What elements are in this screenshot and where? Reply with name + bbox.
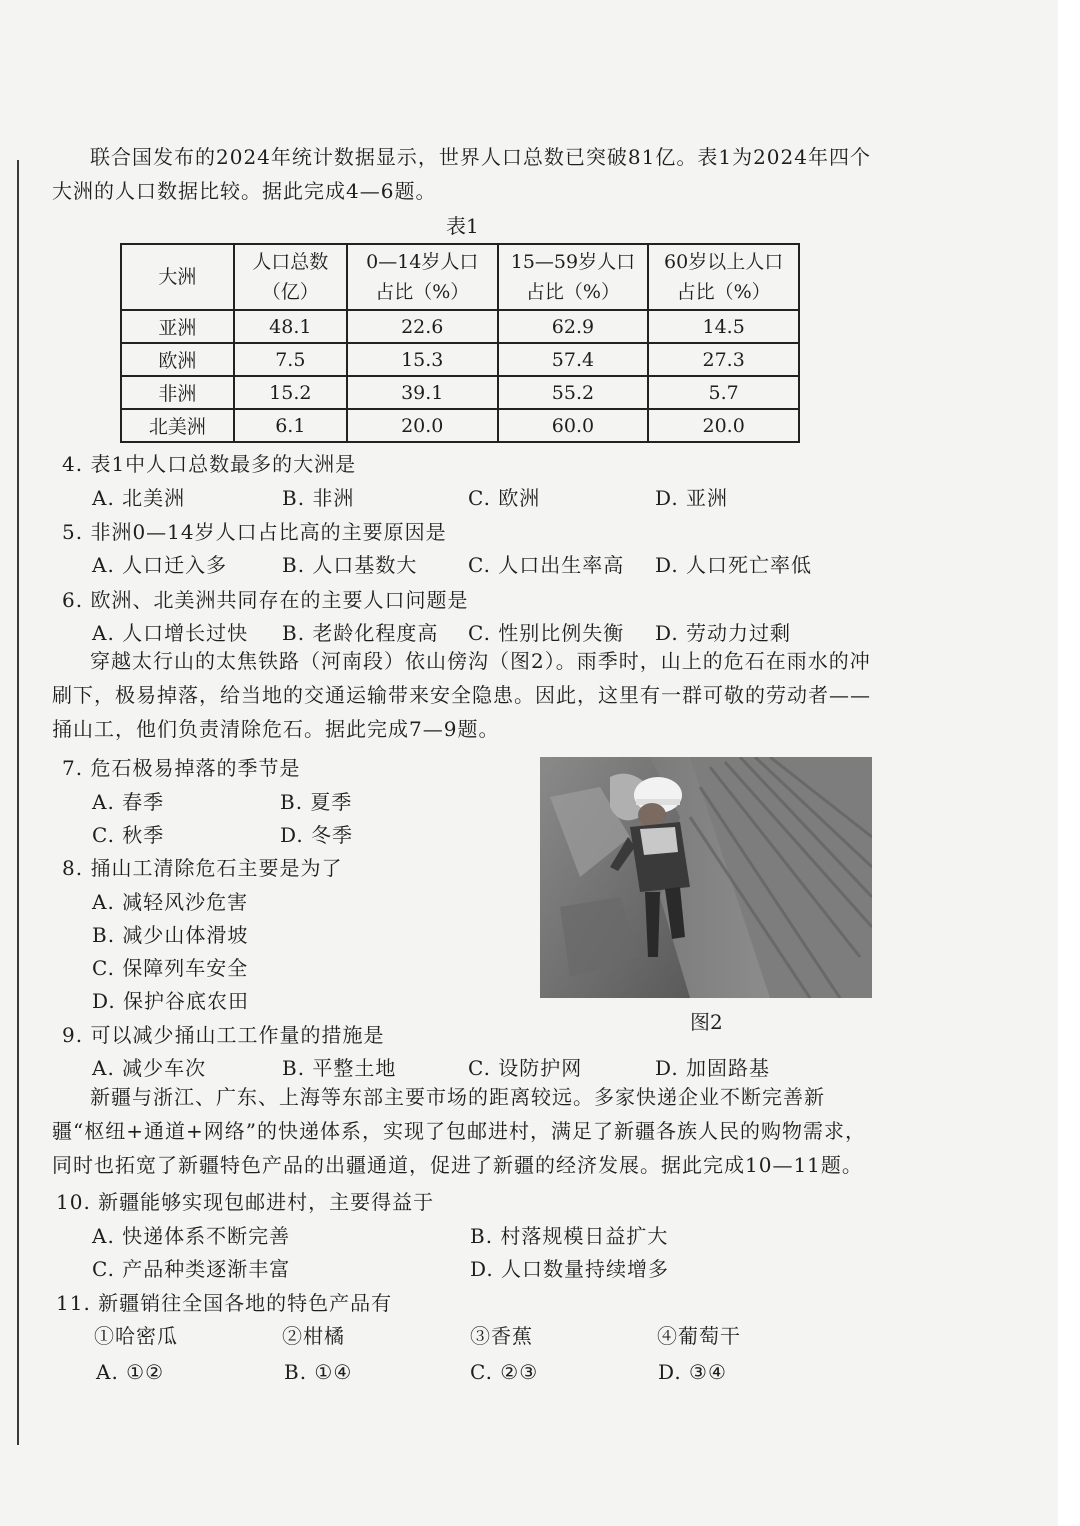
question-10-option-d[interactable]: D. 人口数量持续增多 <box>470 1257 670 1281</box>
cell: 非洲 <box>121 376 234 409</box>
question-9-option-b[interactable]: B. 平整土地 <box>282 1056 397 1080</box>
table-row <box>121 310 799 343</box>
question-7-option-d[interactable]: D. 冬季 <box>280 823 354 847</box>
question-9-option-c[interactable]: C. 设防护网 <box>468 1056 583 1080</box>
question-4-option-b[interactable]: B. 非洲 <box>282 486 355 510</box>
question-6-stem: 6. 欧洲、北美洲共同存在的主要人口问题是 <box>62 588 469 612</box>
question-7-option-a[interactable]: A. 春季 <box>92 790 165 814</box>
question-5-option-b[interactable]: B. 人口基数大 <box>282 553 418 577</box>
header-age-15-59: 15—59岁人口 占比（%） <box>498 244 649 310</box>
page-edge <box>1058 0 1080 1526</box>
question-10-option-c[interactable]: C. 产品种类逐渐丰富 <box>92 1257 291 1281</box>
cell: 62.9 <box>498 310 649 343</box>
question-11-item-1: ①哈密瓜 <box>94 1324 178 1348</box>
cell: 57.4 <box>498 343 649 376</box>
worker-on-cliff-photo <box>540 757 872 998</box>
cell: 7.5 <box>234 343 347 376</box>
question-7-option-b[interactable]: B. 夏季 <box>280 790 353 814</box>
table-header-row <box>121 244 799 310</box>
table-row <box>121 343 799 376</box>
figure-2-caption: 图2 <box>690 1010 723 1034</box>
cell: 60.0 <box>498 409 649 442</box>
question-10-stem: 10. 新疆能够实现包邮进村，主要得益于 <box>56 1190 435 1214</box>
cell: 39.1 <box>347 376 498 409</box>
header-total: 人口总数 （亿） <box>234 244 347 310</box>
intro-paragraph-1: 联合国发布的2024年统计数据显示，世界人口总数已突破81亿。表1为2024年四个大洲的人口数据比较。据此完成4—6题。 <box>52 145 871 203</box>
header-age-0-14: 0—14岁人口 占比（%） <box>347 244 498 310</box>
question-11-option-c[interactable]: C. ②③ <box>470 1360 539 1384</box>
cell: 27.3 <box>648 343 799 376</box>
header-age-60-plus: 60岁以上人口 占比（%） <box>648 244 799 310</box>
table-row <box>121 409 799 442</box>
cell: 15.3 <box>347 343 498 376</box>
question-9-option-a[interactable]: A. 减少车次 <box>92 1056 207 1080</box>
question-11-option-a[interactable]: A. ①② <box>96 1360 165 1384</box>
cell: 6.1 <box>234 409 347 442</box>
cell: 15.2 <box>234 376 347 409</box>
question-10-option-b[interactable]: B. 村落规模日益扩大 <box>470 1224 669 1248</box>
cell: 55.2 <box>498 376 649 409</box>
question-5-option-c[interactable]: C. 人口出生率高 <box>468 553 625 577</box>
question-8-option-b[interactable]: B. 减少山体滑坡 <box>92 923 249 947</box>
cell: 20.0 <box>648 409 799 442</box>
question-11-item-3: ③香蕉 <box>470 1324 533 1348</box>
intro-paragraph-3: 新疆与浙江、广东、上海等东部主要市场的距离较远。多家快递企业不断完善新疆“枢纽+通道+网络”的快递体系，实现了包邮进村，满足了新疆各族人民的购物需求，同时也拓宽了新疆特色产品的出疆通道，促进了新疆的经济发展。据此完成10—11题。 <box>52 1085 866 1177</box>
question-11-item-4: ④葡萄干 <box>657 1324 741 1348</box>
question-11-item-2: ②柑橘 <box>282 1324 345 1348</box>
question-8-option-c[interactable]: C. 保障列车安全 <box>92 956 249 980</box>
cell: 北美洲 <box>121 409 234 442</box>
question-7-option-c[interactable]: C. 秋季 <box>92 823 165 847</box>
question-4-option-a[interactable]: A. 北美洲 <box>92 486 186 510</box>
question-9-stem: 9. 可以减少捅山工工作量的措施是 <box>62 1023 385 1047</box>
question-4-option-c[interactable]: C. 欧洲 <box>468 486 541 510</box>
cell: 20.0 <box>347 409 498 442</box>
cell: 14.5 <box>648 310 799 343</box>
question-5-option-a[interactable]: A. 人口迁入多 <box>92 553 228 577</box>
intro-paragraph-2: 穿越太行山的太焦铁路（河南段）依山傍沟（图2）。雨季时，山上的危石在雨水的冲刷下，极易掉落，给当地的交通运输带来安全隐患。因此，这里有一群可敬的劳动者——捅山工，他们负责清除危石。据此完成7—9题。 <box>52 649 871 741</box>
question-5-option-d[interactable]: D. 人口死亡率低 <box>655 553 813 577</box>
question-6-option-d[interactable]: D. 劳动力过剩 <box>655 621 792 645</box>
question-6-option-b[interactable]: B. 老龄化程度高 <box>282 621 439 645</box>
table-row <box>121 376 799 409</box>
cell: 22.6 <box>347 310 498 343</box>
question-4-option-d[interactable]: D. 亚洲 <box>655 486 729 510</box>
table-caption: 表1 <box>446 214 479 238</box>
cell: 亚洲 <box>121 310 234 343</box>
cell: 5.7 <box>648 376 799 409</box>
question-4-stem: 4. 表1中人口总数最多的大洲是 <box>62 452 357 476</box>
question-7-stem: 7. 危石极易掉落的季节是 <box>62 756 301 780</box>
cell: 欧洲 <box>121 343 234 376</box>
header-continent: 大洲 <box>121 244 234 310</box>
question-8-option-a[interactable]: A. 减轻风沙危害 <box>92 890 249 914</box>
margin-rule <box>17 160 19 1445</box>
question-9-option-d[interactable]: D. 加固路基 <box>655 1056 771 1080</box>
question-5-stem: 5. 非洲0—14岁人口占比高的主要原因是 <box>62 520 447 544</box>
question-11-option-d[interactable]: D. ③④ <box>658 1360 727 1384</box>
question-6-option-c[interactable]: C. 性别比例失衡 <box>468 621 625 645</box>
question-11-option-b[interactable]: B. ①④ <box>284 1360 353 1384</box>
cell: 48.1 <box>234 310 347 343</box>
question-10-option-a[interactable]: A. 快递体系不断完善 <box>92 1224 291 1248</box>
question-8-stem: 8. 捅山工清除危石主要是为了 <box>62 856 343 880</box>
question-11-stem: 11. 新疆销往全国各地的特色产品有 <box>56 1291 393 1315</box>
population-table <box>120 243 800 443</box>
question-6-option-a[interactable]: A. 人口增长过快 <box>92 621 249 645</box>
question-8-option-d[interactable]: D. 保护谷底农田 <box>92 989 250 1013</box>
